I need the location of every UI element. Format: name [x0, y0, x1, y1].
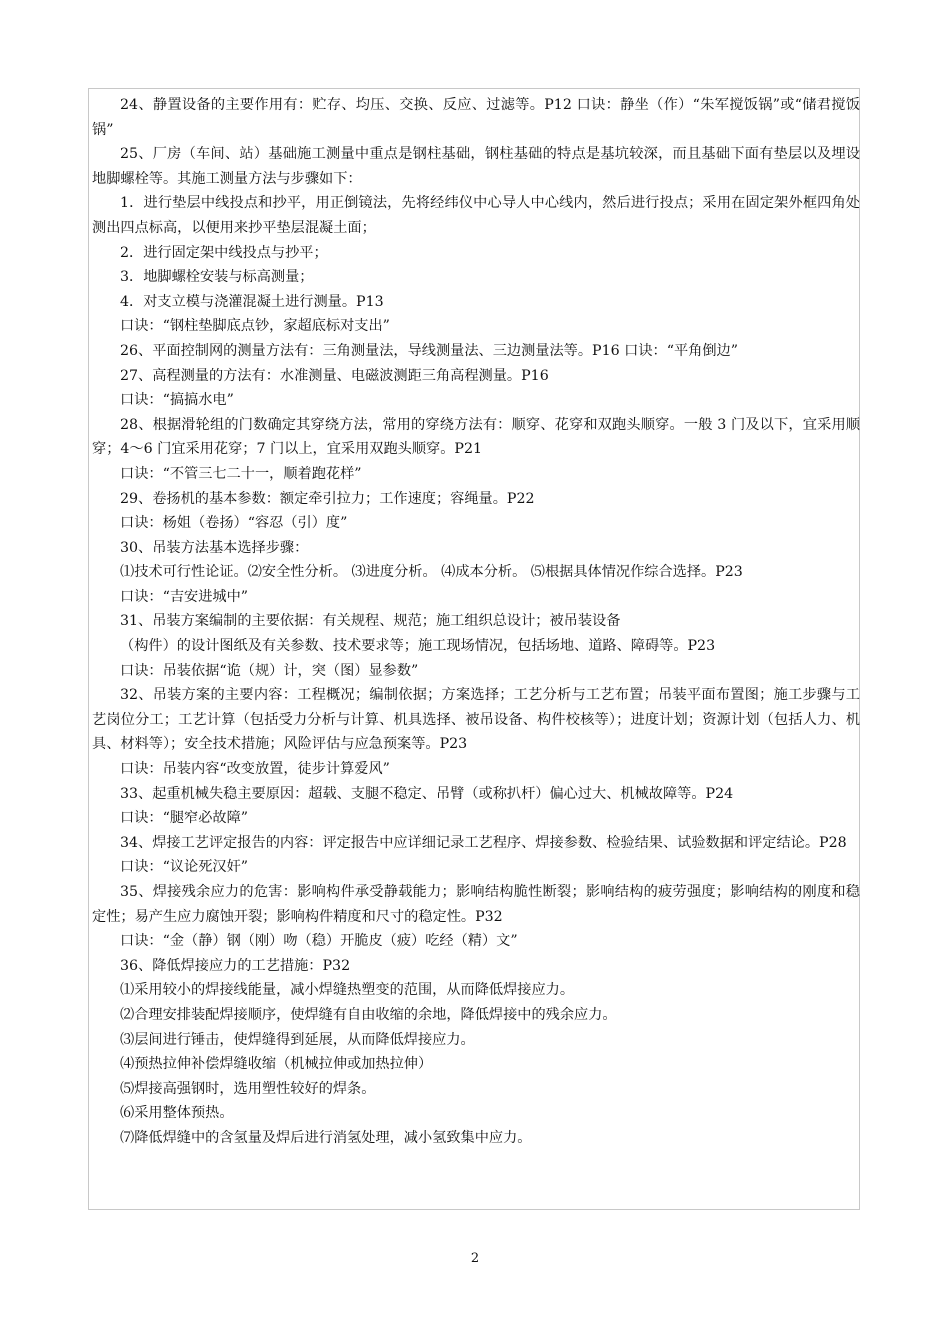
paragraph: ⑵合理安排装配焊接顺序，使焊缝有自由收缩的余地，降低焊接中的残余应力。 [120, 1006, 617, 1023]
paragraph: ⑸焊接高强钢时，选用塑性较好的焊条。 [120, 1080, 376, 1097]
paragraph: 26、平面控制网的测量方法有：三角测量法，导线测量法、三边测量法等。P16 口诀：“平角倒边” [120, 342, 738, 359]
paragraph: 2．进行固定架中线投点与抄平； [120, 244, 328, 261]
paragraph: 口诀：吊装依据“诡（规）计，突（图）显参数” [120, 662, 419, 679]
paragraph: （构件）的设计图纸及有关参数、技术要求等；施工现场情况，包括场地、道路、障碍等。P23 [120, 638, 716, 655]
paragraph: 口诀：“搞搞水电” [120, 392, 234, 409]
paragraph: ⑺降低焊缝中的含氢量及焊后进行消氢处理，减小氢致集中应力。 [120, 1129, 532, 1146]
paragraph: 口诀：“议论死汉奸” [120, 859, 249, 876]
paragraph: 34、焊接工艺评定报告的内容：评定报告中应详细记录工艺程序、焊接参数、检验结果、试验数据和评定结论。P28 [120, 834, 847, 851]
paragraph: 31、吊装方案编制的主要依据：有关规程、规范；施工组织总设计；被吊装设备 [120, 613, 621, 630]
paragraph: 口诀：“不管三七二十一，顺着跑花样” [120, 465, 362, 482]
paragraph: 32、吊装方案的主要内容：工程概况；编制依据；方案选择；工艺分析与工艺布置；吊装平面布置图；施工步骤与工艺岗位分工；工艺计算（包括受力分析与计算、机具选择、被吊设备、构件校核等）；进度计划；资源计划（包括人力、机具、材料等）；安全技术措施；风险评估与应急预案等。P23 [92, 687, 860, 753]
paragraph: 口诀：“金（静）钢（刚）吻（稳）开脆皮（疲）吃经（精）文” [120, 933, 518, 950]
paragraph: 25、厂房（车间、站）基础施工测量中重点是钢柱基础，钢柱基础的特点是基坑较深，而且基础下面有垫层以及埋设地脚螺栓等。其施工测量方法与步骤如下： [92, 146, 860, 187]
paragraph: 口诀：“吉安进城中” [120, 588, 249, 605]
paragraph: ⑴技术可行性论证。⑵安全性分析。 ⑶进度分析。 ⑷成本分析。 ⑸根据具体情况作综合选择。P23 [120, 564, 743, 581]
paragraph: 口诀：杨姐（卷扬）“容忍（引）度” [120, 515, 348, 532]
paragraph: 27、高程测量的方法有：水准测量、电磁波测距三角高程测量。P16 [120, 367, 549, 384]
paragraph: 口诀：“钢柱垫脚底点钞，家超底标对支出” [120, 318, 390, 335]
paragraph: ⑷预热拉伸补偿焊缝收缩（机械拉伸或加热拉伸） [120, 1056, 433, 1073]
paragraph: 24、静置设备的主要作用有：贮存、均压、交换、反应、过滤等。P12 口诀：静坐（作）“朱军搅饭锅”或“储君搅饭锅” [92, 97, 860, 138]
paragraph: 口诀：“腿窄必故障” [120, 810, 249, 827]
paragraph: 30、吊装方法基本选择步骤： [120, 539, 309, 556]
paragraph: 4．对支立模与浇灌混凝土进行测量。P13 [120, 293, 384, 310]
paragraph: 33、起重机械失稳主要原因：超载、支腿不稳定、吊臂（或称扒杆）偏心过大、机械故障等。P24 [120, 785, 734, 802]
page-number: 2 [470, 1251, 480, 1266]
paragraph: ⑹采用整体预热。 [120, 1105, 234, 1122]
paragraph: 35、焊接残余应力的危害：影响构件承受静载能力；影响结构脆性断裂；影响结构的疲劳强度；影响结构的刚度和稳定性；易产生应力腐蚀开裂；影响构件精度和尺寸的稳定性。P32 [92, 884, 860, 925]
paragraph: 29、卷扬机的基本参数：额定牵引拉力；工作速度；容绳量。P22 [120, 490, 535, 507]
paragraph: 3．地脚螺栓安装与标高测量； [120, 269, 314, 286]
paragraph: 1．进行垫层中线投点和抄平，用正倒镜法，先将经纬仪中心导人中心线内，然后进行投点；采用在固定架外框四角处测出四点标高，以便用来抄平垫层混凝土面； [92, 195, 860, 236]
paragraph: 36、降低焊接应力的工艺措施：P32 [120, 957, 351, 974]
document-body [92, 93, 860, 1151]
paragraph: ⑴采用较小的焊接线能量，减小焊缝热塑变的范围，从而降低焊接应力。 [120, 982, 575, 999]
paragraph: 28、根据滑轮组的门数确定其穿绕方法，常用的穿绕方法有：顺穿、花穿和双跑头顺穿。一般 3 门及以下，宜采用顺穿；4～6 门宜采用花穿；7 门以上，宜采用双跑头顺穿。P21 [92, 416, 860, 458]
paragraph: 口诀：吊装内容“改变放置，徒步计算爱风” [120, 761, 390, 778]
paragraph: ⑶层间进行锤击，使焊缝得到延展，从而降低焊接应力。 [120, 1031, 475, 1048]
